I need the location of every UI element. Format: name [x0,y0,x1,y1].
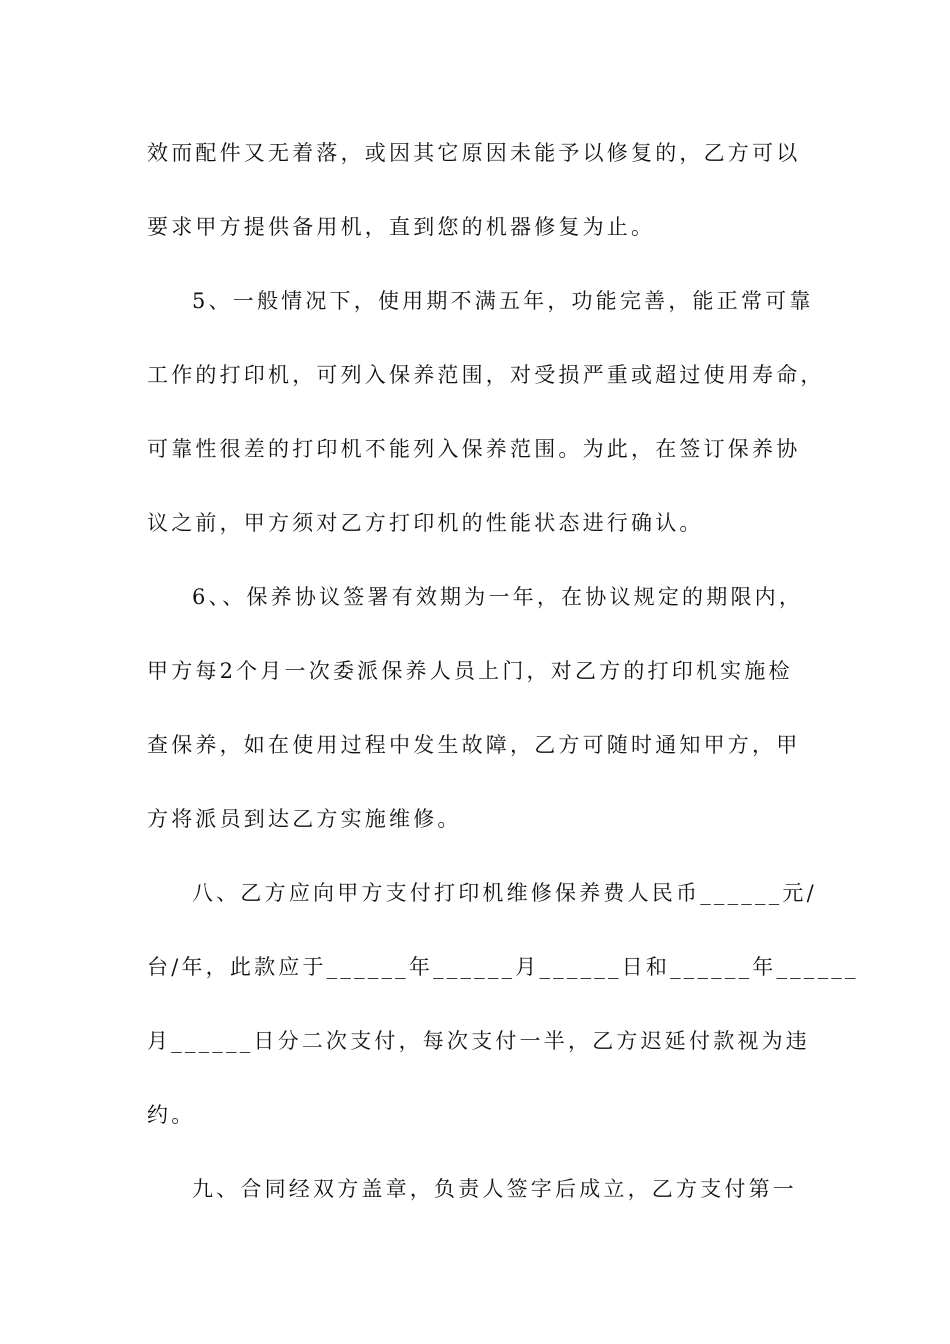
text-line: 甲方每2个月一次委派保养人员上门，对乙方的打印机实施检 [147,659,793,683]
text-line: 议之前，甲方须对乙方打印机的性能状态进行确认。 [147,511,704,535]
text-line: 要求甲方提供备用机，直到您的机器修复为止。 [147,215,656,239]
paragraph-5-start: 5、一般情况下，使用期不满五年，功能完善，能正常可靠 [192,289,814,313]
paragraph-9-start: 九、合同经双方盖章，负责人签字后成立，乙方支付第一 [192,1177,797,1201]
text-line: 方将派员到达乙方实施维修。 [147,807,462,831]
text-line: 工作的打印机，可列入保养范围，对受损严重或超过使用寿命， [147,363,825,387]
text-line: 效而配件又无着落，或因其它原因未能予以修复的，乙方可以 [147,141,801,165]
text-line: 查保养，如在使用过程中发生故障，乙方可随时通知甲方，甲 [147,733,801,757]
text-line: 可靠性很差的打印机不能列入保养范围。为此，在签订保养协 [147,437,801,461]
text-line: 月______日分二次支付，每次支付一半，乙方迟延付款视为违 [147,1029,810,1053]
paragraph-8-start: 八、乙方应向甲方支付打印机维修保养费人民币______元/ [192,881,817,905]
text-line: 约。 [147,1103,196,1127]
paragraph-6-start: 6、、保养协议签署有效期为一年，在协议规定的期限内， [192,585,804,609]
text-line: 台/年，此款应于______年______月______日和______年______ [147,955,859,979]
